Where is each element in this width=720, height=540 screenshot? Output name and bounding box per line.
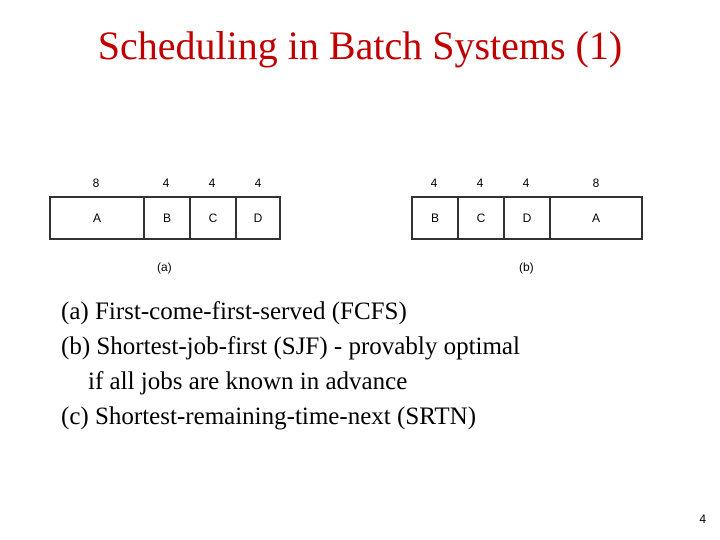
- run-time-label: 8: [92, 176, 100, 190]
- job-cell: C: [191, 198, 237, 238]
- job-cell: B: [413, 198, 459, 238]
- page-number: 4: [699, 512, 706, 526]
- bullet-sjf: (b) Shortest-job-first (SJF) - provably optimal: [61, 333, 520, 360]
- run-time-row: [411, 172, 643, 194]
- run-time-row: [49, 172, 281, 194]
- job-cell: B: [145, 198, 191, 238]
- job-cell: A: [591, 211, 600, 225]
- run-time-label: 4: [476, 176, 484, 190]
- diagram-caption: (a): [157, 260, 172, 274]
- diagram-sjf: [411, 172, 643, 240]
- bullet-srtn: (c) Shortest-remaining-time-next (SRTN): [61, 403, 477, 430]
- run-time-label: 4: [208, 176, 216, 190]
- job-cell: D: [253, 211, 263, 225]
- slide-title: Scheduling in Batch Systems (1): [97, 23, 623, 68]
- run-time-label: 4: [254, 176, 262, 190]
- job-cell: D: [505, 198, 551, 238]
- bullet-sjf-continuation: if all jobs are known in advance: [88, 368, 408, 395]
- run-time-label: 8: [592, 176, 600, 190]
- diagram-caption: (b): [519, 260, 534, 274]
- bullet-list: [61, 294, 701, 434]
- job-cell: C: [459, 198, 505, 238]
- run-time-label: 4: [430, 176, 438, 190]
- diagram-fcfs: [49, 172, 281, 240]
- run-time-label: 4: [522, 176, 530, 190]
- run-time-label: 4: [162, 176, 170, 190]
- job-cell: A: [51, 198, 145, 238]
- bullet-fcfs: (a) First-come-first-served (FCFS): [61, 298, 407, 325]
- job-bar: [49, 196, 281, 240]
- job-bar: [411, 196, 643, 240]
